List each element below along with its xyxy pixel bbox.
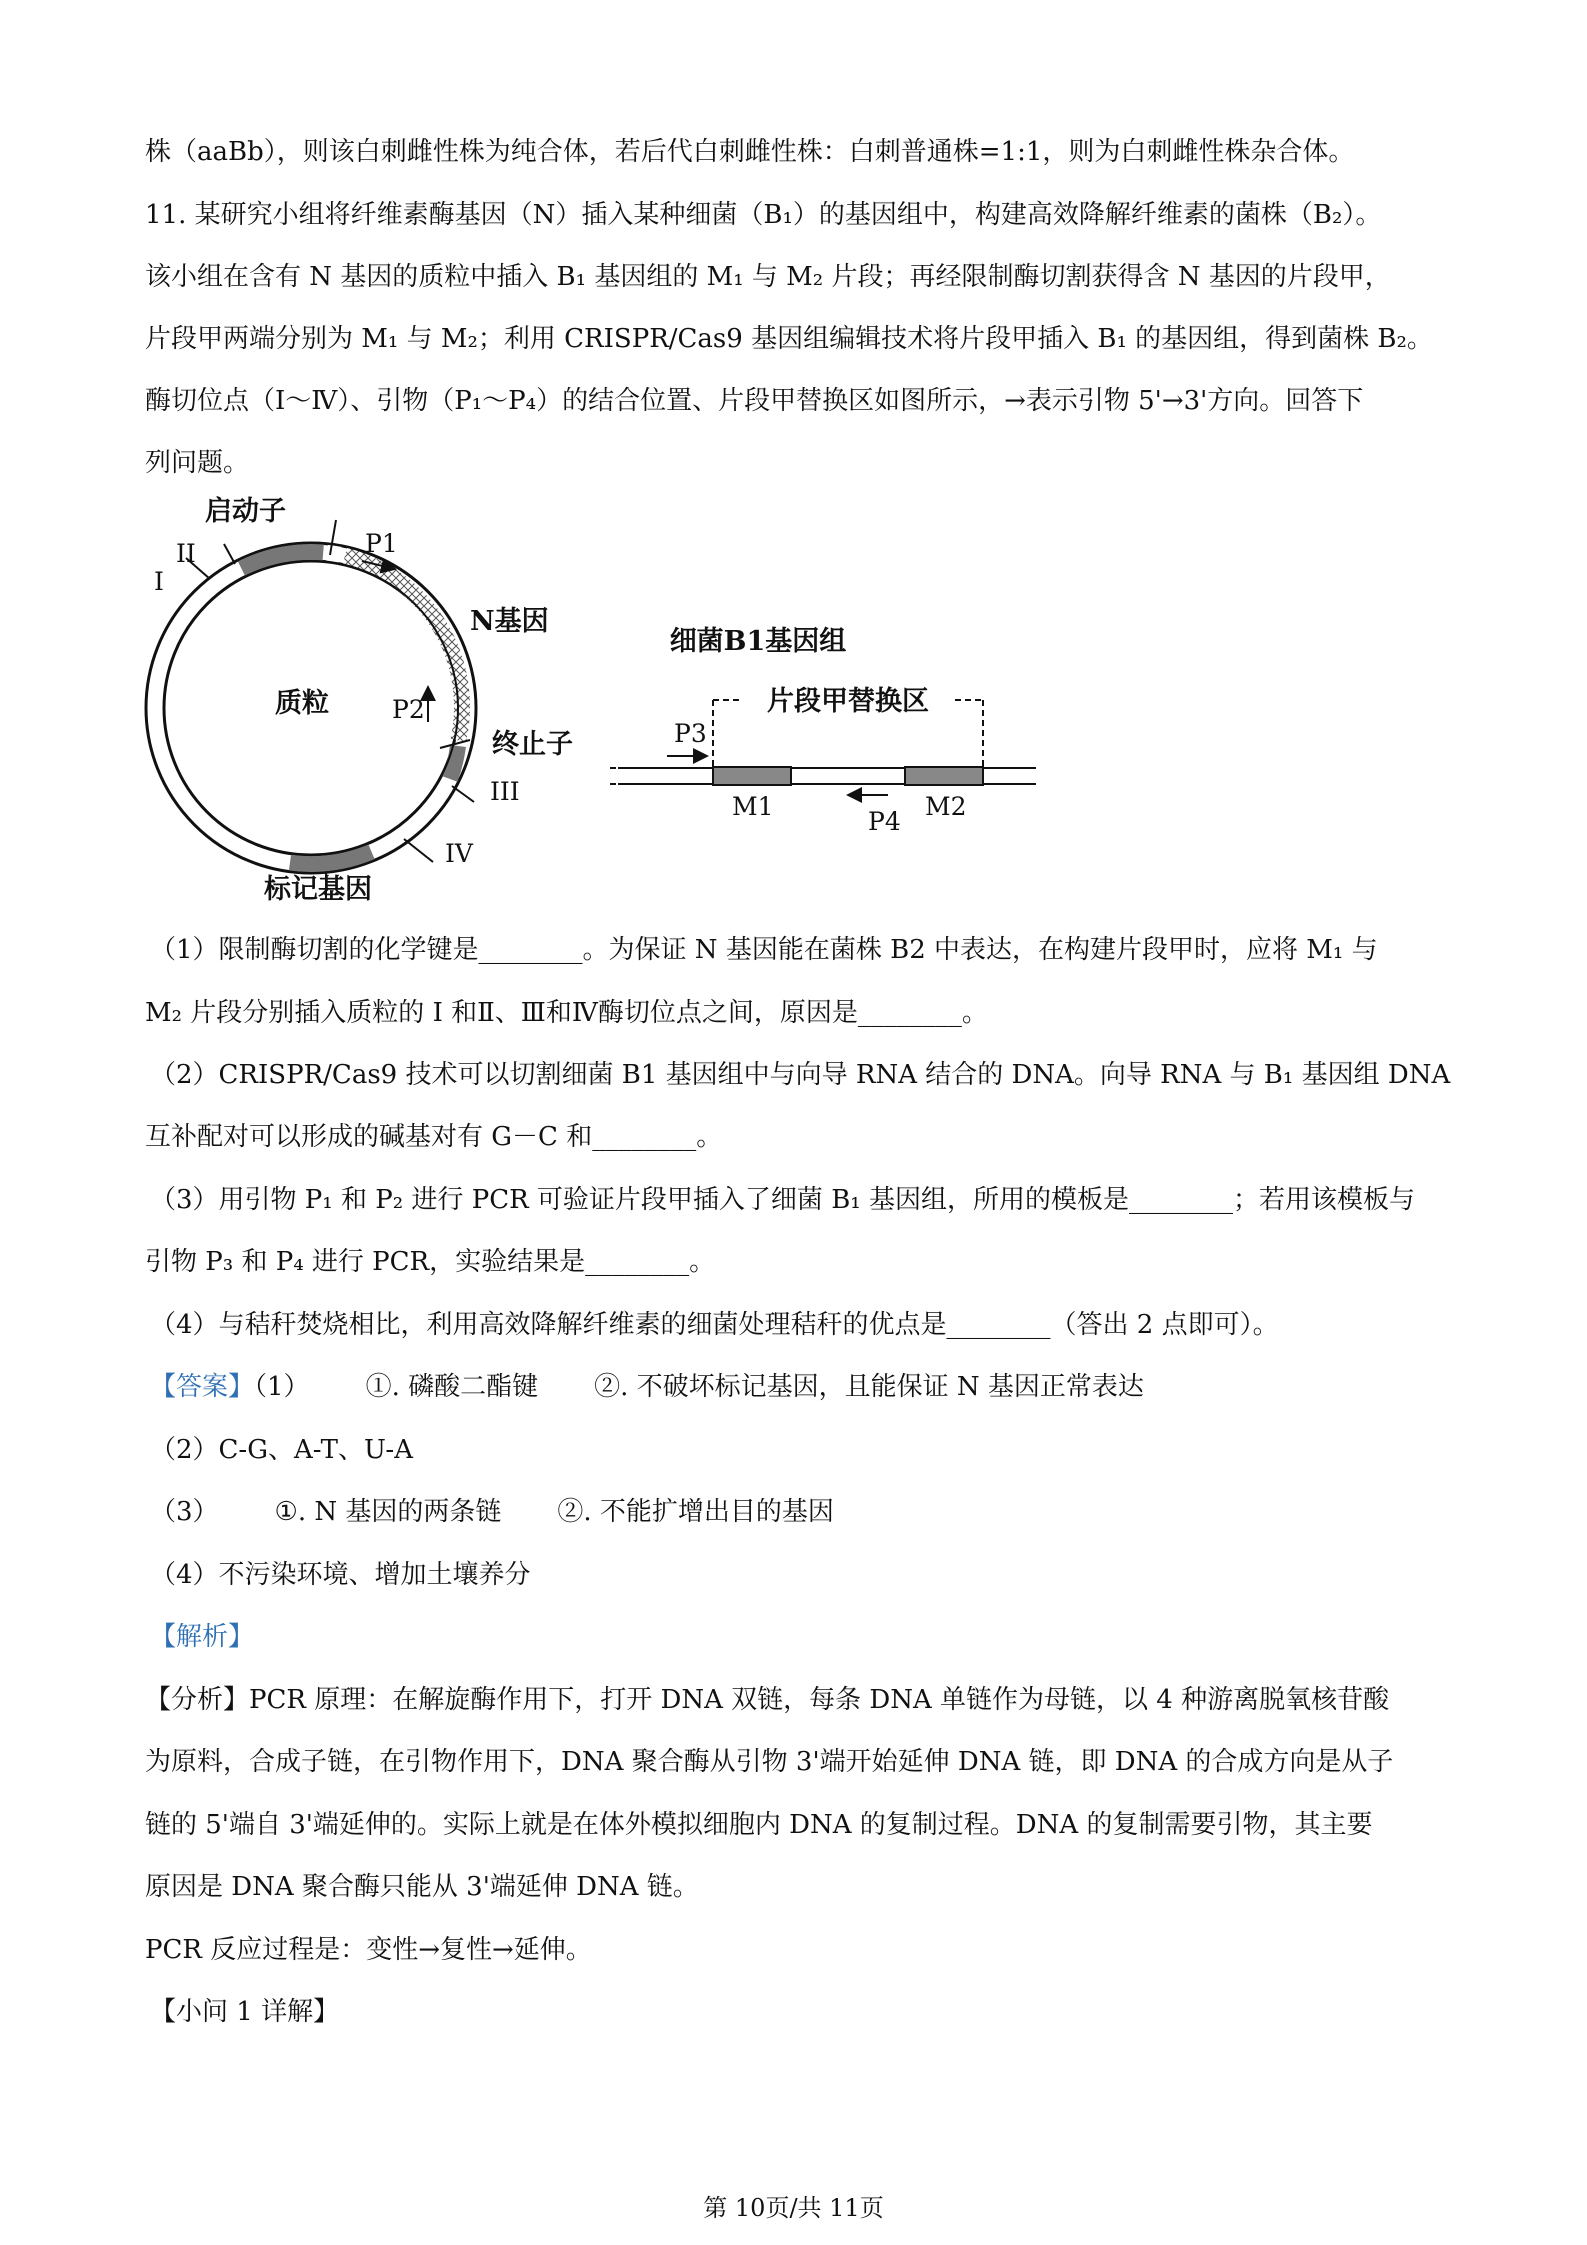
genome-title: 细菌B1基因组 (669, 626, 847, 657)
question-11-line-2: 该小组在含有 N 基因的质粒中插入 B₁ 基因组的 M₁ 与 M₂ 片段；再经限制酶切割获得含 N 基因的片段甲， (145, 262, 1391, 292)
analysis-label: 【解析】 (150, 1622, 255, 1652)
p2-label: P2 (392, 695, 425, 724)
site-1-label: I (154, 567, 164, 596)
question-4-line: （4）与秸秆焚烧相比，利用高效降解纤维素的细菌处理秸秆的优点是________（答出 2 点即可）。 (150, 1310, 1279, 1340)
question-11-line-3: 片段甲两端分别为 M₁ 与 M₂；利用 CRISPR/Cas9 基因组编辑技术将片段甲插入 B₁ 的基因组，得到菌株 B₂。 (145, 324, 1433, 354)
analysis-line-5: PCR 反应过程是：变性→复性→延伸。 (145, 1935, 592, 1965)
p4-label: P4 (868, 807, 901, 836)
question-1-line-2: M₂ 片段分别插入质粒的 I 和Ⅱ、Ⅲ和Ⅳ酶切位点之间，原因是________。 (145, 998, 988, 1028)
site-4-label: IV (445, 839, 473, 868)
answer-4: （4）不污染环境、增加土壤养分 (150, 1560, 531, 1590)
question-11-line-5: 列问题。 (145, 448, 250, 478)
answer-line-3 (150, 1492, 1460, 1532)
m1-label: M1 (732, 792, 774, 821)
question-2-line-1: （2）CRISPR/Cas9 技术可以切割细菌 B1 基因组中与向导 RNA 结合的 DNA。向导 RNA 与 B₁ 基因组 DNA (150, 1060, 1451, 1090)
analysis-line-3: 链的 5'端自 3'端延伸的。实际上就是在体外模拟细胞内 DNA 的复制过程。DNA 的复制需要引物，其主要 (145, 1810, 1373, 1840)
question-11-line-1: 11. 某研究小组将纤维素酶基因（N）插入某种细菌（B₁）的基因组中，构建高效降解纤维素的菌株（B₂）。 (145, 200, 1382, 230)
sub-question-1-heading: 【小问 1 详解】 (150, 1997, 340, 2027)
p3-label: P3 (674, 719, 707, 748)
text-line: 株（aaBb），则该白刺雌性株为纯合体，若后代白刺雌性株：白刺普通株=1:1，则为白刺雌性株杂合体。 (145, 137, 1355, 167)
genome-diagram (610, 626, 1040, 836)
plasmid-label: 质粒 (275, 688, 329, 719)
answer-1-part-1: ①. 磷酸二酯键 (365, 1372, 539, 1402)
question-3-line-1: （3）用引物 P₁ 和 P₂ 进行 PCR 可验证片段甲插入了细菌 B₁ 基因组，所用的模板是________；若用该模板与 (150, 1185, 1415, 1215)
site-2-label: II (176, 539, 196, 568)
m2-label: M2 (925, 792, 967, 821)
marker-gene-label: 标记基因 (264, 874, 372, 905)
analysis-line-1: 【分析】PCR 原理：在解旋酶作用下，打开 DNA 双链，每条 DNA 单链作为母链，以 4 种游离脱氧核苷酸 (145, 1685, 1390, 1715)
terminator-label: 终止子 (492, 729, 573, 760)
p1-label: P1 (365, 529, 398, 558)
n-gene-label: N基因 (470, 606, 549, 637)
question-11-line-4: 酶切位点（Ⅰ～Ⅳ）、引物（P₁～P₄）的结合位置、片段甲替换区如图所示，→表示引物 5'→3'方向。回答下 (145, 386, 1364, 416)
answer-3-number: （3） (150, 1497, 219, 1527)
question-1-line-1: （1）限制酶切割的化学键是________。为保证 N 基因能在菌株 B2 中表达，在构建片段甲时，应将 M₁ 与 (150, 935, 1378, 965)
answer-1-number: （1） (254, 1372, 310, 1402)
question-2-line-2: 互补配对可以形成的碱基对有 G－C 和________。 (145, 1122, 723, 1152)
restriction-site-ticks (186, 520, 474, 900)
site-3-label: III (490, 777, 520, 806)
m1-block (713, 767, 791, 785)
plasmid-genome-figure (140, 490, 1090, 920)
answer-1-part-2: ②. 不破坏标记基因，且能保证 N 基因正常表达 (594, 1372, 1144, 1402)
answer-2: （2）C-G、A-T、U-A (150, 1435, 413, 1465)
answer-3-part-1: ①. N 基因的两条链 (274, 1497, 502, 1527)
answer-line-1 (150, 1367, 1460, 1407)
analysis-line-2: 为原料，合成子链，在引物作用下，DNA 聚合酶从引物 3'端开始延伸 DNA 链，即 DNA 的合成方向是从子 (145, 1747, 1394, 1777)
m2-block (905, 767, 983, 785)
answer-label: 【答案】 (150, 1372, 255, 1402)
promoter-label: 启动子 (205, 496, 286, 527)
answer-3-part-2: ②. 不能扩增出目的基因 (557, 1497, 834, 1527)
replacement-region-label: 片段甲替换区 (767, 686, 929, 717)
analysis-line-4: 原因是 DNA 聚合酶只能从 3'端延伸 DNA 链。 (145, 1872, 699, 1902)
question-3-line-2: 引物 P₃ 和 P₄ 进行 PCR，实验结果是________。 (145, 1247, 716, 1277)
page-footer: 第 10页/共 11页 (703, 2194, 884, 2222)
